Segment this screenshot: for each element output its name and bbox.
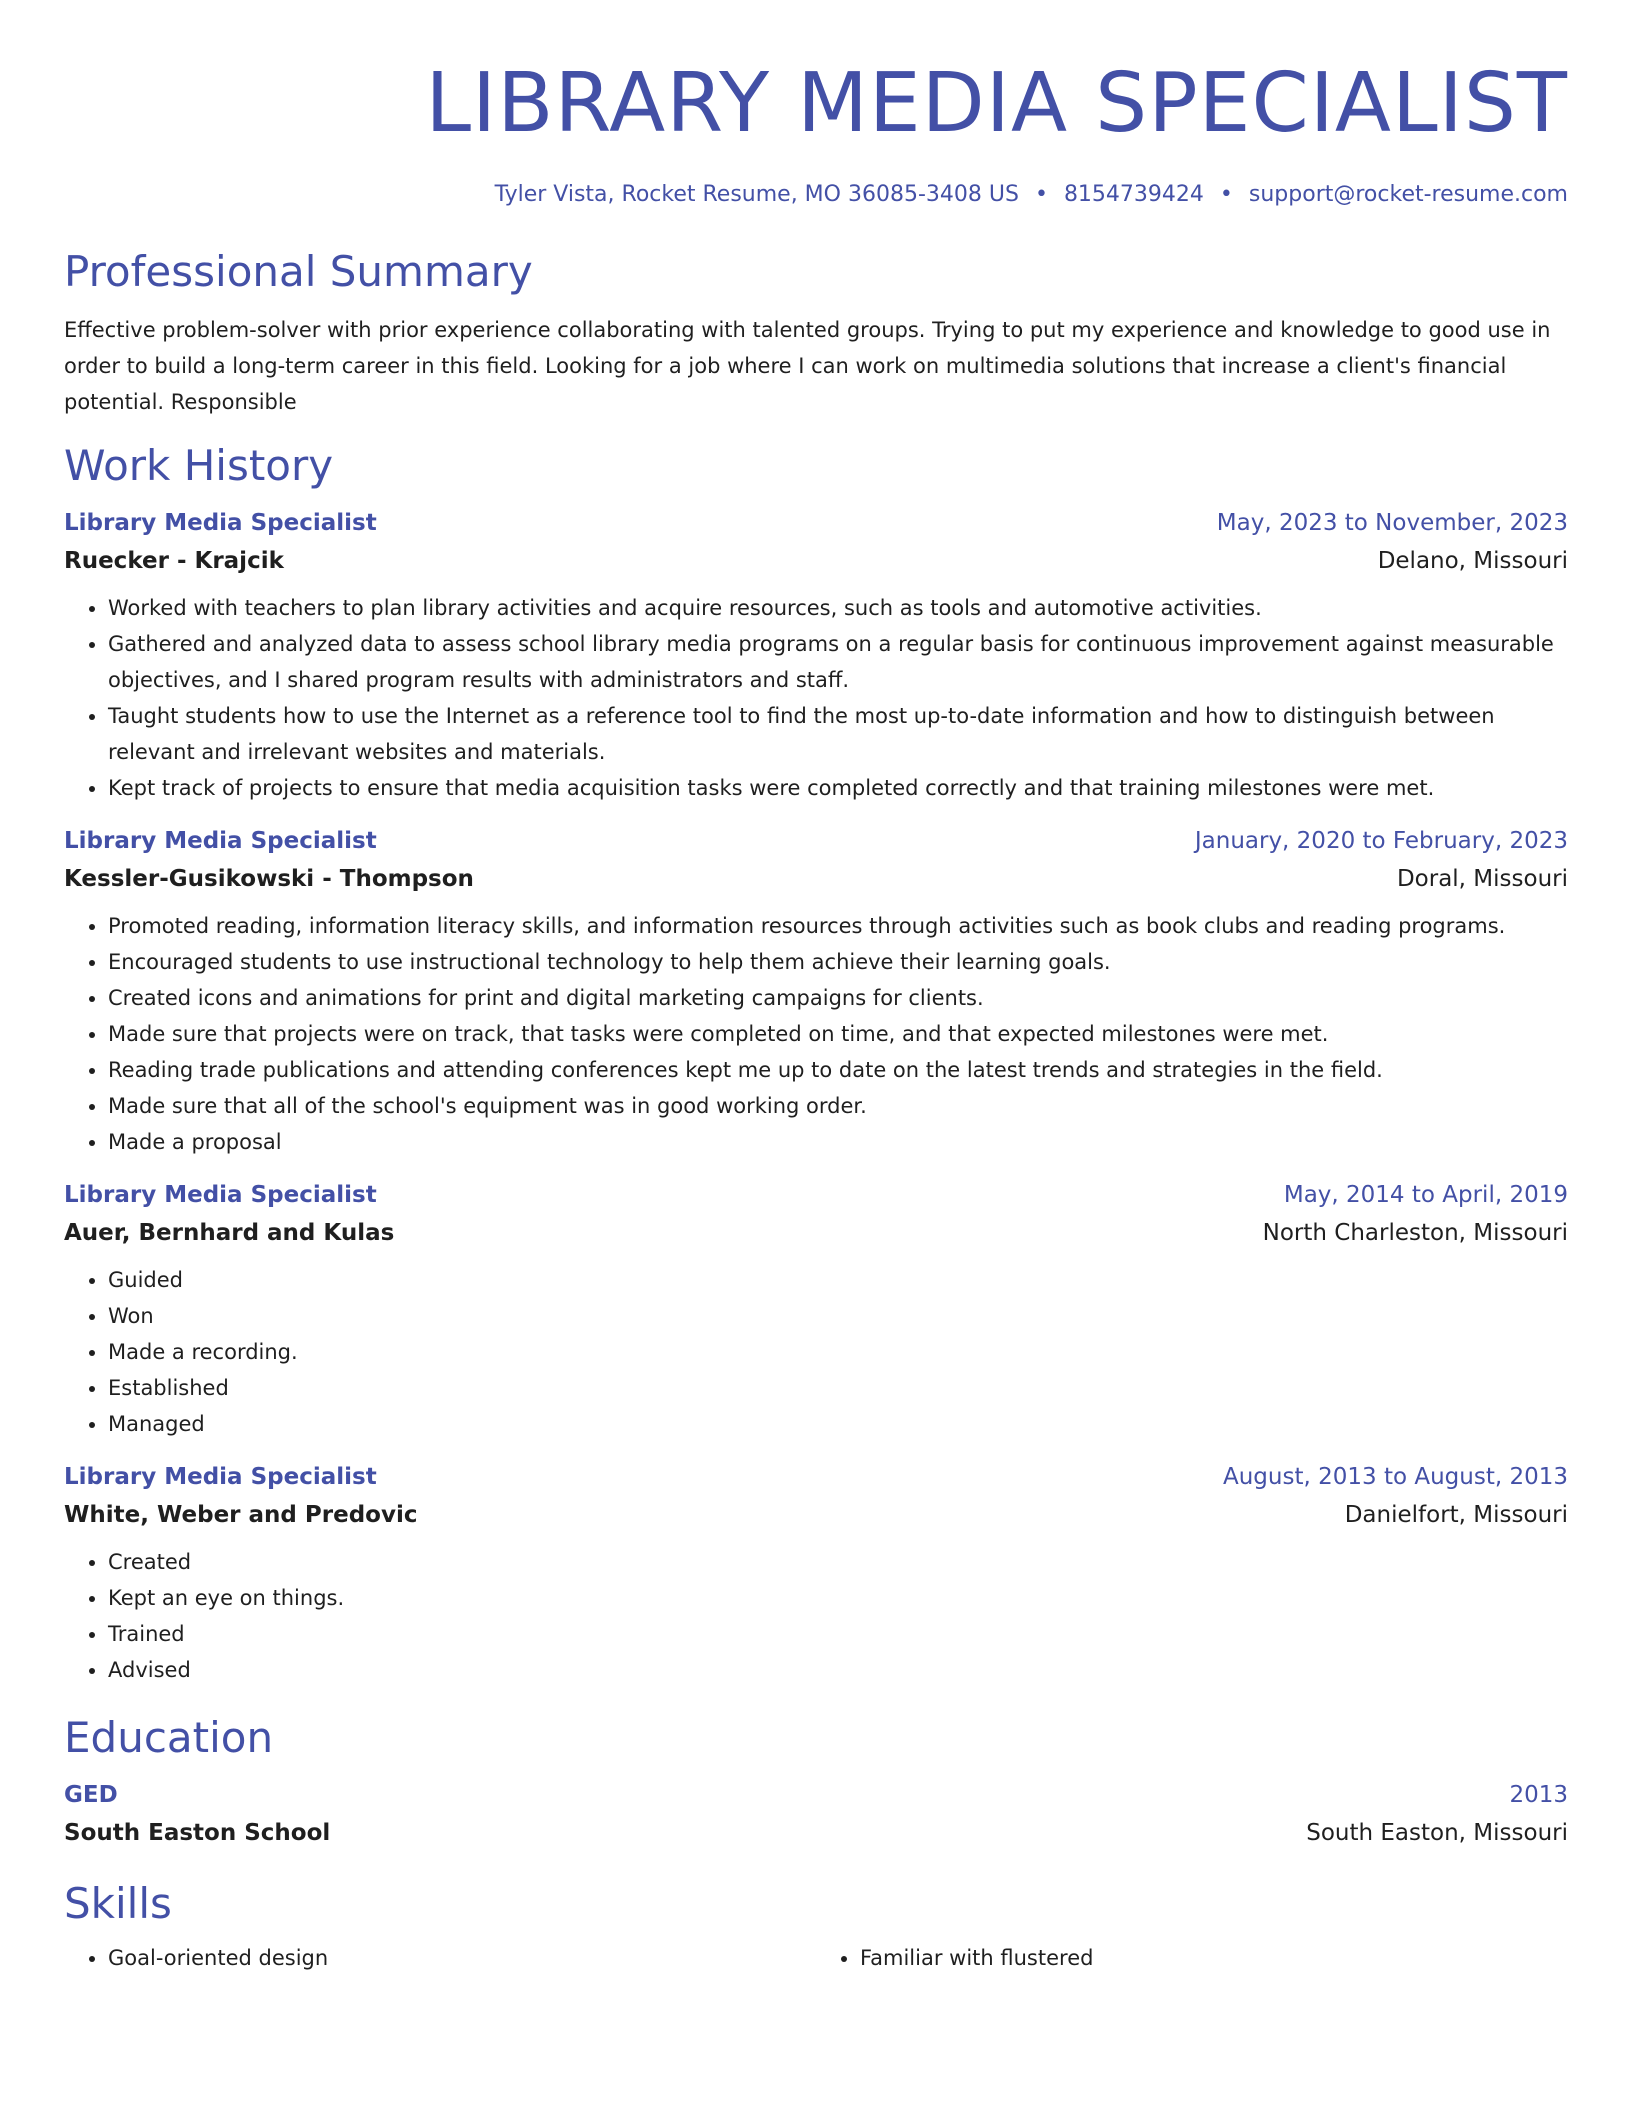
- skill-item: • Familiar with flustered: [860, 1940, 1568, 1976]
- contact-separator: •: [1219, 182, 1233, 207]
- job-employer: Kessler-Gusikowski - Thompson: [64, 866, 474, 892]
- contact-address: Tyler Vista, Rocket Resume, MO 36085-3408 US: [494, 182, 1019, 207]
- job-bullet: • Trained: [108, 1616, 1568, 1652]
- contact-line: [64, 180, 1568, 210]
- job-entry: [64, 1176, 1568, 1442]
- job-bullet: • Promoted reading, information literacy skills, and information resources through activities such as book clubs and reading programs.: [108, 908, 1568, 944]
- skills-heading: Skills: [64, 1879, 172, 1928]
- job-bullets: [64, 1544, 1568, 1688]
- summary-text: Effective problem-solver with prior experience collaborating with talented groups. Trying to put my experience and knowledge to good use in order to build a long-term career in this field. Looking for a job where I can work on multimedia solutions that increase a client's financial potential. Responsible: [64, 318, 1551, 414]
- resume-title: LIBRARY MEDIA SPECIALIST: [425, 56, 1568, 151]
- job-bullet: • Taught students how to use the Internet as a reference tool to find the most up-to-date information and how to distinguish between relevant and irrelevant websites and materials.: [108, 698, 1568, 770]
- job-employer: Auer, Bernhard and Kulas: [64, 1220, 395, 1246]
- job-entry: [64, 822, 1568, 1160]
- job-bullet: • Made sure that projects were on track, that tasks were completed on time, and that expected milestones were met.: [108, 1016, 1568, 1052]
- job-dates: August, 2013 to August, 2013: [1223, 1464, 1568, 1490]
- job-bullet: • Made a recording.: [108, 1334, 1568, 1370]
- education-degree: GED: [64, 1782, 118, 1808]
- skills-list-left: [64, 1940, 816, 1976]
- skills-list-right: [816, 1940, 1568, 1976]
- job-bullets: [64, 908, 1568, 1160]
- job-bullet: • Created icons and animations for print and digital marketing campaigns for clients.: [108, 980, 1568, 1016]
- education-school: South Easton School: [64, 1820, 331, 1846]
- job-bullet: • Reading trade publications and attending conferences kept me up to date on the latest trends and strategies in the field.: [108, 1052, 1568, 1088]
- job-bullet: • Gathered and analyzed data to assess school library media programs on a regular basis for continuous improvement against measurable objectives, and I shared program results with administrators and staff.: [108, 626, 1568, 698]
- job-dates: May, 2014 to April, 2019: [1283, 1182, 1568, 1208]
- job-dates: January, 2020 to February, 2023: [1194, 828, 1568, 854]
- job-bullet: • Made sure that all of the school's equipment was in good working order.: [108, 1088, 1568, 1124]
- job-bullet: • Managed: [108, 1406, 1568, 1442]
- job-employer: Ruecker - Krajcik: [64, 548, 284, 574]
- job-location: Doral, Missouri: [1396, 866, 1568, 892]
- work-history-heading: Work History: [64, 441, 334, 490]
- job-bullet: • Advised: [108, 1652, 1568, 1688]
- job-bullets: [64, 1262, 1568, 1442]
- skills-columns: [64, 1930, 1568, 1976]
- job-title: Library Media Specialist: [64, 510, 377, 536]
- job-dates: May, 2023 to November, 2023: [1216, 510, 1568, 536]
- education-heading: Education: [64, 1713, 274, 1762]
- job-bullet: • Kept track of projects to ensure that media acquisition tasks were completed correctly and that training milestones were met.: [108, 770, 1568, 806]
- contact-email: support@rocket-resume.com: [1248, 182, 1568, 207]
- contact-phone: 8154739424: [1063, 182, 1204, 207]
- job-bullet: • Encouraged students to use instructional technology to help them achieve their learning goals.: [108, 944, 1568, 980]
- job-location: Danielfort, Missouri: [1344, 1502, 1568, 1528]
- job-title: Library Media Specialist: [64, 828, 377, 854]
- job-employer: White, Weber and Predovic: [64, 1502, 418, 1528]
- job-bullet: • Worked with teachers to plan library activities and acquire resources, such as tools and automotive activities.: [108, 590, 1568, 626]
- job-bullet: • Guided: [108, 1262, 1568, 1298]
- education-year: 2013: [1509, 1782, 1568, 1808]
- job-bullet: • Kept an eye on things.: [108, 1580, 1568, 1616]
- summary-heading: Professional Summary: [64, 247, 533, 296]
- education-location: South Easton, Missouri: [1306, 1820, 1568, 1846]
- job-entry: [64, 504, 1568, 806]
- job-bullet: • Established: [108, 1370, 1568, 1406]
- education-entry: [64, 1776, 1568, 1852]
- job-bullet: • Created: [108, 1544, 1568, 1580]
- job-location: North Charleston, Missouri: [1262, 1220, 1568, 1246]
- job-title: Library Media Specialist: [64, 1182, 377, 1208]
- skill-item: • Goal-oriented design: [108, 1940, 816, 1976]
- job-location: Delano, Missouri: [1377, 548, 1568, 574]
- job-bullets: [64, 590, 1568, 806]
- job-entry: [64, 1458, 1568, 1688]
- job-bullet: • Won: [108, 1298, 1568, 1334]
- job-bullet: • Made a proposal: [108, 1124, 1568, 1160]
- contact-separator: •: [1034, 182, 1048, 207]
- job-title: Library Media Specialist: [64, 1464, 377, 1490]
